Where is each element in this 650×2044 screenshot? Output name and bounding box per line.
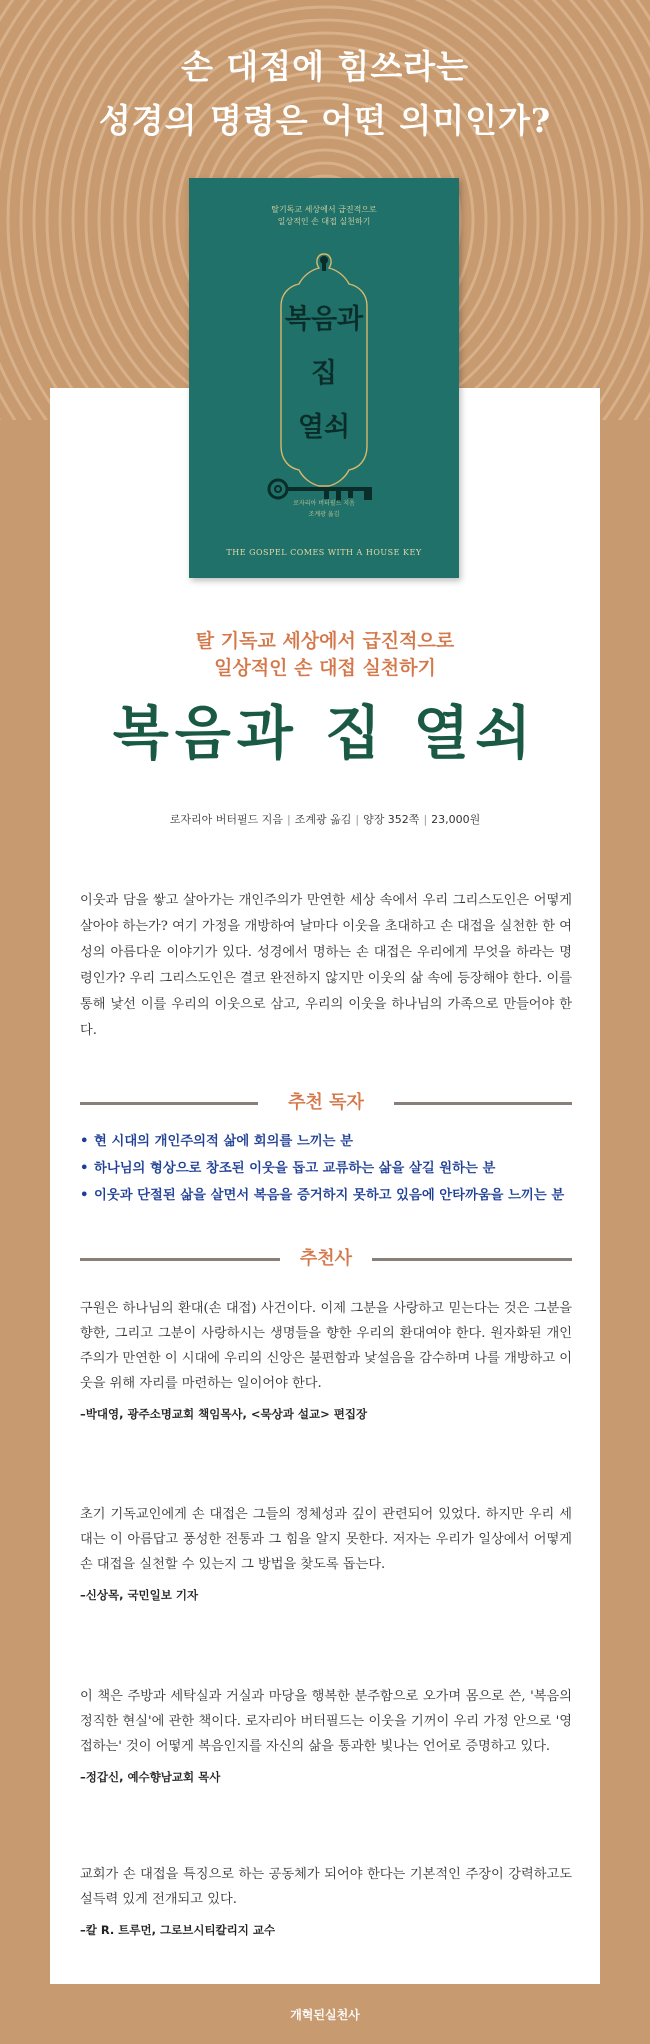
endorsement-author: –칼 R. 트루먼, 그로브시티칼리지 교수	[80, 1923, 276, 1937]
book-info-separator: |	[355, 813, 360, 826]
endorsement-author: –정갑신, 예수향남교회 목사	[80, 1770, 221, 1784]
endorsement-author: –박대영, 광주소명교회 책임목사, <묵상과 설교> 편집장	[80, 1407, 368, 1421]
recommended-readers-label: 추천 독자	[288, 1092, 364, 1113]
endorsement-text: 구원은 하나님의 환대(손 대접) 사건이다. 이제 그분을 사랑하고 믿는다는 것은 그분을 향한, 그리고 그분이 사랑하시는 생명들을 향한 우리의 환대여야 한다. 원자화된 개인주의가 만연한 이 시대에 우리의 신앙은 불편함과 낯설음을 감수하며 나를 개방하고 이웃을 위해 자리를 마련하는 일이어야 한다.	[80, 1301, 572, 1391]
bullet: •	[80, 1161, 89, 1176]
endorsements-label: 추천사	[299, 1248, 353, 1269]
book-info	[0, 811, 650, 827]
bullet: •	[80, 1188, 89, 1203]
endorsement	[80, 1502, 572, 1603]
cover-translator: 조계광 옮김	[308, 511, 340, 518]
headline-line-2: 성경의 명령은 어떤 의미인가?	[98, 101, 552, 140]
endorsement-text: 초기 기독교인에게 손 대접은 그들의 정체성과 깊이 관련되어 있었다. 하지만 우리 세대는 이 아름답고 풍성한 전통과 그 힘을 알지 못한다. 저자는 우리가 일상에서 어떻게 손 대접을 실천할 수 있는지 그 방법을 찾도록 돕는다.	[80, 1507, 572, 1572]
book-info-separator: |	[286, 813, 291, 826]
book-title: 복음과 집 열쇠	[112, 699, 538, 767]
cover-author: 로자리아 버터필드 지음	[293, 500, 355, 507]
tagline	[0, 628, 650, 682]
endorsement-author: –신상목, 국민일보 기자	[80, 1588, 199, 1602]
cover-subtitle	[189, 204, 459, 228]
cover-title	[189, 293, 459, 455]
tagline-line-2: 일상적인 손 대접 실천하기	[214, 657, 436, 679]
recommended-readers-list	[78, 1130, 578, 1211]
list-item-text: 이웃과 단절된 삶을 살면서 복음을 증거하지 못하고 있음에 안타까움을 느끼는 분	[94, 1188, 565, 1203]
cover-subtitle-line-1: 탈기독교 세상에서 급진적으로	[271, 205, 377, 214]
divider-line	[394, 1102, 572, 1105]
book-info-translator: 조계광 옮김	[294, 813, 352, 826]
book-info-price: 23,000원	[431, 813, 481, 826]
endorsement-text: 이 책은 주방과 세탁실과 거실과 마당을 행복한 분주함으로 오가며 몸으로 쓴, '복음의 정직한 현실'에 관한 책이다. 로자리아 버터필드는 이웃을 기꺼이 우리 가정 안으로 '영접하는' 것이 어떻게 복음인지를 자신의 삶을 통과한 빛나는 언어로 증명하고 있다.	[80, 1689, 572, 1754]
bullet: •	[80, 1134, 89, 1149]
book-info-pages: 양장 352쪽	[363, 813, 420, 826]
endorsement-text: 교회가 손 대접을 특징으로 하는 공동체가 되어야 한다는 기본적인 주장이 강력하고도 설득력 있게 전개되고 있다.	[80, 1867, 572, 1907]
list-item-text: 현 시대의 개인주의적 삶에 회의를 느끼는 분	[94, 1134, 353, 1149]
book-info-separator: |	[423, 813, 428, 826]
book-cover	[189, 178, 459, 578]
endorsements-heading	[80, 1244, 572, 1274]
cover-english-title: THE GOSPEL COMES WITH A HOUSE KEY	[226, 548, 422, 557]
headline-line-1: 손 대접에 힘쓰라는	[180, 47, 469, 86]
list-item	[78, 1130, 578, 1153]
cover-title-line-2: 집	[310, 358, 338, 389]
book-info-author: 로자리아 버터필드 지음	[169, 813, 283, 826]
recommended-readers-heading	[80, 1088, 572, 1118]
endorsement	[80, 1296, 572, 1422]
tagline-line-1: 탈 기독교 세상에서 급진적으로	[195, 630, 455, 652]
list-item	[78, 1184, 578, 1207]
endorsement	[80, 1684, 572, 1785]
cover-subtitle-line-2: 일상적인 손 대접 실천하기	[277, 217, 371, 226]
headline	[0, 40, 650, 148]
cover-title-line-1: 복음과	[284, 304, 364, 335]
cover-title-line-3: 열쇠	[297, 412, 351, 443]
intro-paragraph: 이웃과 담을 쌓고 살아가는 개인주의가 만연한 세상 속에서 우리 그리스도인은 어떻게 살아야 하는가? 여기 가정을 개방하여 날마다 이웃을 초대하고 손 대접을 실천한 한 여성의 아름다운 이야기가 있다. 성경에서 명하는 손 대접은 우리에게 무엇을 하라는 명령인가? 우리 그리스도인은 결코 완전하지 않지만 이웃의 삶 속에 등장해야 한다. 이를 통해 낯선 이를 우리의 이웃으로 삼고, 우리의 이웃을 하나님의 가족으로 만들어야 한다.	[80, 893, 572, 1038]
cover-authors	[189, 498, 459, 520]
list-item	[78, 1157, 578, 1180]
publisher-logo: 개혁된실천사	[290, 2008, 360, 2022]
endorsement	[80, 1862, 572, 1938]
divider-line	[372, 1258, 572, 1261]
list-item-text: 하나님의 형상으로 창조된 이웃을 돕고 교류하는 삶을 살길 원하는 분	[94, 1161, 496, 1176]
